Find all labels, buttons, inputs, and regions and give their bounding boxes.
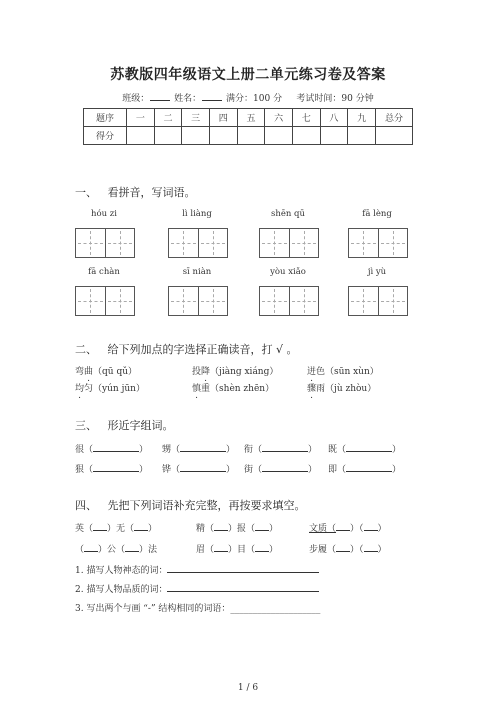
idiom-item[interactable] [196, 521, 278, 534]
writing-grid[interactable] [348, 286, 408, 316]
page-title: 苏教版四年级语文上册二单元练习卷及答案 [110, 67, 386, 83]
header-cell: 五 [237, 109, 265, 127]
dotted-char: 慎 [192, 384, 202, 394]
section3-heading [75, 417, 174, 433]
header-cell: 总分 [376, 109, 413, 127]
writing-grid[interactable] [259, 228, 319, 258]
header-cell: 题序 [84, 109, 127, 127]
score-cell[interactable] [320, 127, 348, 145]
section1-heading [75, 184, 196, 200]
idiom-text: ）（ [350, 545, 364, 555]
base-char: 很 [75, 445, 85, 455]
word-text: 匀 [84, 384, 94, 394]
class-label: 班级： [122, 94, 150, 104]
score-row-label: 得分 [84, 127, 127, 145]
idiom-text: ） [377, 524, 387, 534]
writing-grid[interactable] [75, 286, 135, 316]
section2-heading [75, 341, 298, 357]
header-cell: 三 [182, 109, 210, 127]
score-cell[interactable] [348, 127, 376, 145]
score-cell[interactable] [292, 127, 320, 145]
reading-options: （yún jūn） [93, 384, 145, 394]
idiom-text: ）目（ [228, 545, 256, 555]
pinyin-label: fā chàn [88, 267, 120, 277]
score-cell[interactable] [127, 127, 155, 145]
reading-item[interactable] [307, 381, 376, 394]
name-label: 姓名： [174, 94, 202, 104]
reading-options: （sūn xùn） [325, 367, 379, 377]
score-cell[interactable] [376, 127, 413, 145]
base-char: 衔 [244, 445, 254, 455]
idiom-text: 英（ [75, 524, 94, 534]
idiom-text: ）无（ [107, 524, 135, 534]
reading-options: （shèn zhēn） [210, 384, 275, 394]
exam-info [0, 91, 496, 104]
score-cell[interactable] [154, 127, 182, 145]
writing-grid[interactable] [259, 286, 319, 316]
header-cell: 七 [292, 109, 320, 127]
question-2[interactable] [75, 582, 319, 595]
idiom-item[interactable] [309, 542, 387, 555]
idiom-item[interactable] [196, 542, 278, 555]
reading-item[interactable] [75, 381, 145, 394]
reading-item[interactable] [192, 381, 274, 394]
pinyin-label: yòu xiǎo [270, 267, 306, 277]
idiom-item[interactable] [75, 542, 157, 555]
header-cell: 六 [265, 109, 293, 127]
reading-item[interactable] [307, 364, 379, 377]
dotted-char: 曲 [84, 367, 94, 377]
dotted-char: 均 [75, 384, 85, 394]
idiom-text: ）法 [139, 545, 158, 555]
pinyin-label: shēn qū [271, 209, 305, 219]
idiom-text: ）公（ [98, 545, 126, 555]
base-char: 即 [328, 465, 338, 475]
idiom-item[interactable] [75, 521, 157, 534]
word-group-item[interactable]: 既（ ） [328, 445, 402, 455]
dotted-char: 降 [201, 367, 211, 377]
question-text: 2. 描写人物品质的词： [75, 585, 168, 595]
question-text: 3. 写出两个与画 “-” 结构相同的词语：____________________ [75, 604, 321, 614]
idiom-item[interactable] [309, 521, 387, 534]
base-char: 狠 [75, 465, 85, 475]
idiom-text: ） [377, 545, 387, 555]
word-group-item[interactable]: 衔（ ） [244, 445, 318, 455]
score-cell[interactable] [209, 127, 237, 145]
section-title: 先把下列词语补充完整，再按要求填空。 [107, 499, 306, 512]
dotted-char: 迸 [307, 367, 317, 377]
full-score: 满分：100 分 [226, 94, 283, 104]
pinyin-label: hóu zi [91, 209, 117, 219]
idiom-text: （ [75, 545, 85, 555]
idiom-text: 眉（ [196, 545, 215, 555]
score-header-row [84, 109, 413, 127]
reading-options: （qū qǔ） [93, 367, 138, 377]
score-cell[interactable] [237, 127, 265, 145]
writing-grid[interactable] [168, 228, 228, 258]
word-group-item[interactable]: 街（ ） [244, 465, 318, 475]
base-char: 街 [244, 465, 254, 475]
section-number: 三、 [75, 419, 97, 432]
base-char: 甥 [162, 445, 172, 455]
idiom-text: 步履（ [309, 545, 337, 555]
name-blank[interactable] [202, 92, 222, 101]
header-cell: 九 [348, 109, 376, 127]
word-text: 弯 [75, 367, 85, 377]
score-cell[interactable] [265, 127, 293, 145]
idiom-text: ）报（ [228, 524, 256, 534]
section4-heading [75, 497, 306, 513]
reading-options: （jù zhòu） [325, 384, 377, 394]
class-blank[interactable] [150, 92, 170, 101]
pinyin-label: sī niàn [182, 267, 212, 277]
base-char: 既 [328, 445, 338, 455]
idiom-text: ） [148, 524, 158, 534]
reading-item[interactable] [192, 364, 278, 377]
word-text: 重 [201, 384, 211, 394]
score-table [83, 108, 413, 145]
pinyin-label: fā lèng [362, 209, 392, 219]
word-group-item[interactable]: 即（ ） [328, 465, 402, 475]
question-1[interactable] [75, 563, 319, 576]
word-group-item[interactable]: 狠（ ） [75, 465, 149, 475]
header-cell: 二 [154, 109, 182, 127]
idiom-text: ） [269, 545, 279, 555]
word-group-item[interactable]: 很（ ） [75, 445, 149, 455]
section-title: 看拼音，写词语。 [107, 186, 196, 199]
section-title: 形近字组词。 [107, 419, 174, 432]
word-text: 雨 [316, 384, 326, 394]
exam-time: 考试时间：90 分钟 [296, 94, 374, 104]
reading-options: （jiàng xiáng） [210, 367, 279, 377]
question-text: 1. 描写人物神态的词： [75, 566, 168, 576]
pinyin-label: lì liàng [182, 209, 212, 219]
score-cell[interactable] [182, 127, 210, 145]
section-number: 二、 [75, 343, 97, 356]
writing-grid[interactable] [348, 228, 408, 258]
writing-grid[interactable] [75, 228, 135, 258]
writing-grid[interactable] [168, 286, 228, 316]
question-3[interactable] [75, 601, 320, 614]
page-number: 1 / 6 [237, 683, 259, 693]
word-text: 投 [192, 367, 202, 377]
header-cell: 四 [209, 109, 237, 127]
idiom-text: ） [269, 524, 279, 534]
section-number: 一、 [75, 186, 97, 199]
dotted-char: 骤 [307, 384, 317, 394]
pinyin-label: jì yù [367, 267, 387, 277]
header-cell: 一 [127, 109, 155, 127]
idiom-text: 精（ [196, 524, 215, 534]
score-row [84, 127, 413, 145]
word-group-item[interactable]: 甥（ ） [162, 445, 236, 455]
reading-item[interactable] [75, 364, 137, 377]
idiom-text: ）（ [350, 524, 364, 534]
section-title: 给下列加点的字选择正确读音，打 √ 。 [107, 343, 298, 356]
header-cell: 八 [320, 109, 348, 127]
section-number: 四、 [75, 499, 97, 512]
word-text: 色 [316, 367, 326, 377]
base-char: 铧 [162, 465, 172, 475]
word-group-item[interactable]: 铧（ ） [162, 465, 236, 475]
idiom-text: 文质（ [309, 524, 337, 534]
